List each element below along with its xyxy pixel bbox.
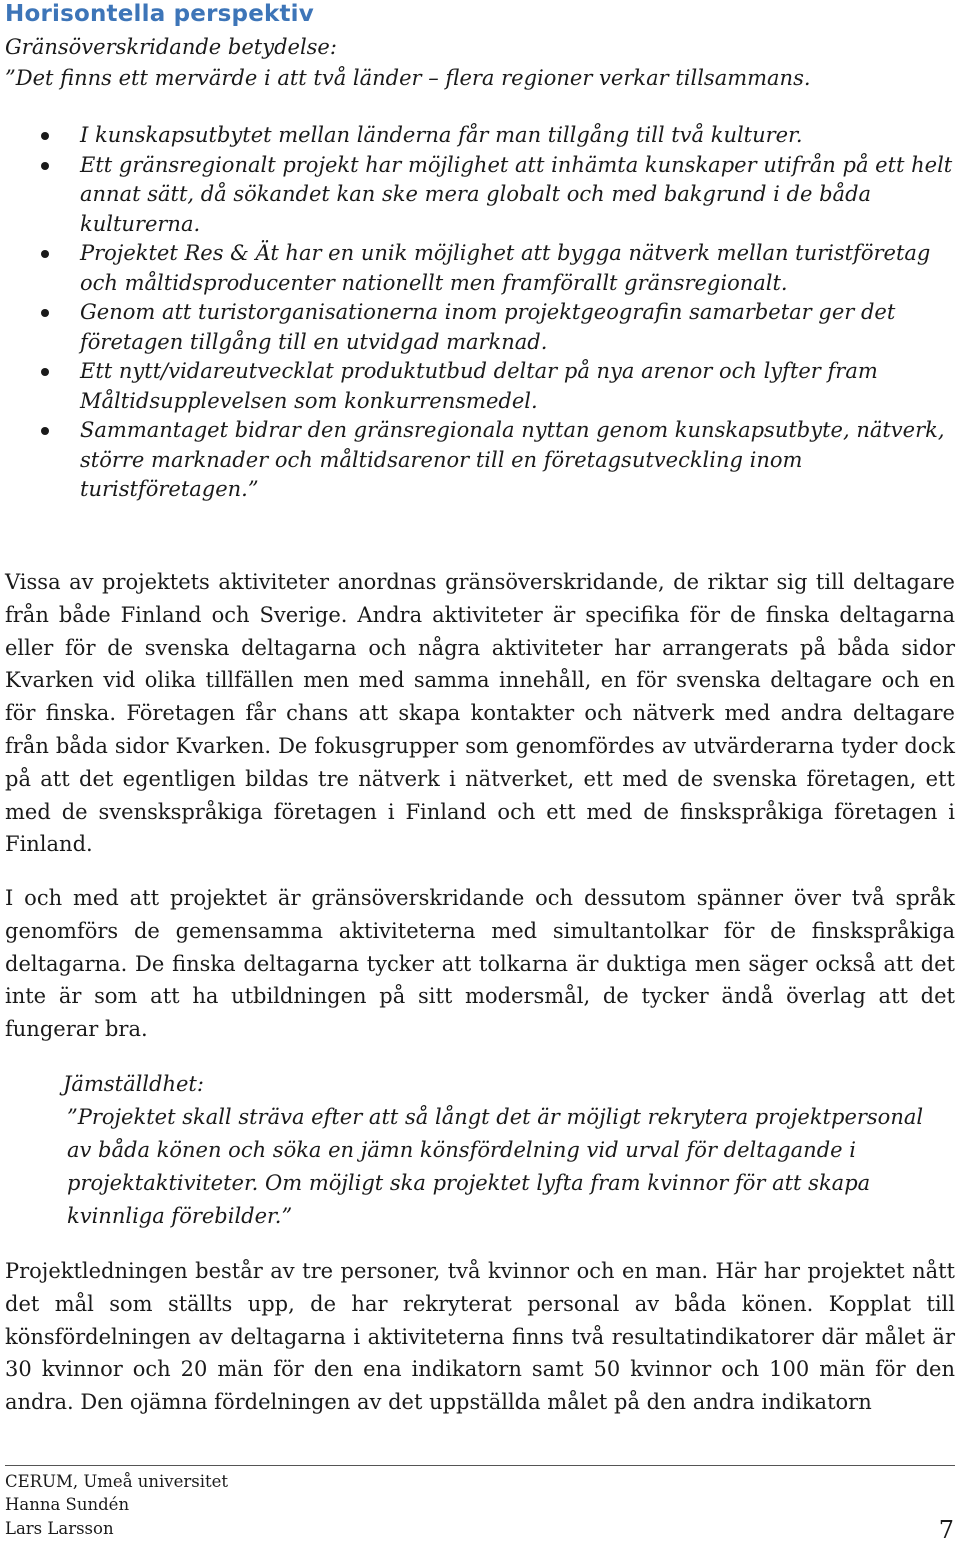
page-number: 7 [938,1516,954,1544]
list-item [0,298,960,357]
footer-divider [5,1465,955,1466]
list-item-text: Sammantaget bidrar den gränsregionala nyttan genom kunskapsutbyte, nätverk, större marknader och måltidsarenor till en företagsutveckling inom turistföretagen.” [80,418,945,501]
bullet-icon [41,132,49,140]
body-paragraph: Projektledningen består av tre personer, två kvinnor och en man. Här har projektet nått det mål som ställts upp, de har rekryterat personal av båda könen. Kopplat till könsfördelningen av deltagarna i aktiviteterna finns två resultatindikatorer där målet är 30 kvinnor och 20 män för den ena indikatorn samt 50 kvinnor och 100 män för den andra. Den ojämna fördelningen av det uppställda målet på den andra indikatorn [5,1259,955,1415]
body-paragraph: Vissa av projektets aktiviteter anordnas gränsöverskridande, de riktar sig till deltagare från både Finland och Sverige. Andra aktiviteter är specifika för de finska deltagarna eller för de svenska deltagarna och några aktiviteter har arrangerats på båda sidor Kvarken vid olika tillfällen men med samma innehåll, en för svenska deltagare och en för finska. Företagen får chans att skapa kontakter och nätverk med andra deltagare från båda sidor Kvarken. De fokusgrupper som genomfördes av utvärderarna tyder dock på att det egentligen bildas tre nätverk i nätverket, ett med de svenska företagen, ett med de svenskspråkiga företagen i Finland och ett med de finskspråkiga företagen i Finland. [5,570,955,857]
list-item [0,239,960,298]
bullet-icon [41,162,49,170]
bullet-list [0,121,960,505]
footer-author: Lars Larsson [5,1519,114,1538]
list-item-text: Genom att turistorganisationerna inom projektgeografin samarbetar ger det företagen tillgång till en utvidgad marknad. [80,300,896,354]
list-item-text: Ett gränsregionalt projekt har möjlighet att inhämta kunskaper utifrån på ett helt annat sätt, då sökandet kan ske mera globalt och med bakgrund i de båda kulturerna. [80,152,953,236]
list-item [0,151,960,240]
list-item-text: I kunskapsutbytet mellan länderna får man tillgång till två kulturer. [80,123,803,147]
footer-author: Hanna Sundén [5,1495,130,1514]
equality-quote: ”Projektet skall sträva efter att så långt det är möjligt rekrytera projektpersonal av båda könen och söka en jämn könsfördelning vid urval för deltagande i projektaktiviteter. Om möjligt ska projektet lyfta fram kvinnor för att skapa kvinnliga förebilder.” [67,1105,924,1228]
section-heading: Horisontella perspektiv [5,1,314,27]
list-item-text: Ett nytt/vidareutvecklat produktutbud deltar på nya arenor och lyfter fram Måltidsupplevelsen som konkurrensmedel. [80,359,878,413]
quote-intro: ”Det finns ett mervärde i att två länder – flera regioner verkar tillsammans. [5,66,811,90]
bullet-icon [41,368,49,376]
subheading: Gränsöverskridande betydelse: [5,35,337,59]
list-item [0,121,960,151]
list-item [0,416,960,505]
list-item [0,357,960,416]
body-paragraph: I och med att projektet är gränsöverskridande och dessutom spänner över två språk genomförs de gemensamma aktiviteterna med simultantolkar för de finskspråkiga deltagarna. De finska deltagarna tycker att tolkarna är duktiga men säger också att det inte är som att ha utbildningen på sitt modersmål, de tycker ändå överlag att det fungerar bra. [5,886,955,1042]
footer-organization: CERUM, Umeå universitet [5,1472,229,1491]
bullet-icon [41,309,49,317]
bullet-icon [41,427,49,435]
equality-section [63,1068,953,1233]
list-item-text: Projektet Res & Ät har en unik möjlighet att bygga nätverk mellan turistföretag och måltidsproducenter nationellt men framförallt gränsregionalt. [80,241,931,295]
equality-title: Jämställdhet: [63,1072,204,1096]
bullet-icon [41,250,49,258]
